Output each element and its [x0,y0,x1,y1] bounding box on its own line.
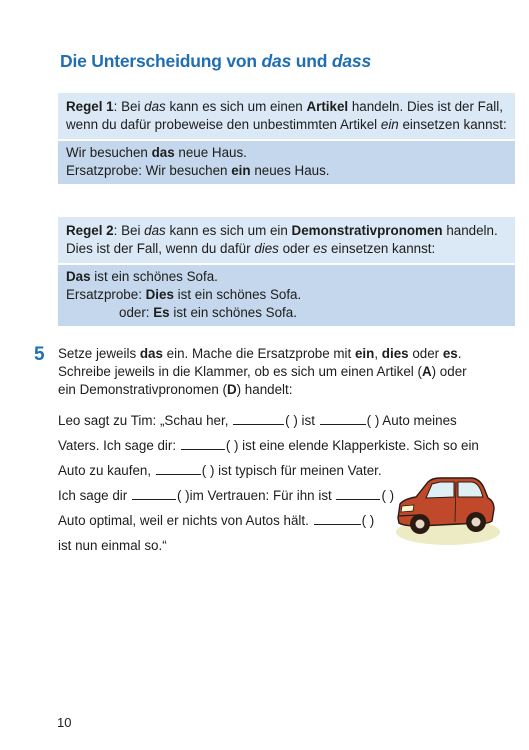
exercise-line-5 [58,512,374,530]
rule-es: es [313,241,328,256]
example-text: neues Haus. [250,163,330,178]
rule-text: handeln. Dies ist der Fall, wenn du dafür probeweise den unbestimmten Artikel [66,99,503,132]
example-text: Ersatzprobe: Wir besuchen [66,163,232,178]
task-bold: das [139,346,163,361]
title-das: das [261,51,292,71]
page-number: 10 [57,715,72,730]
answer-blank[interactable] [314,514,361,525]
exercise-line-4 [58,487,394,505]
rule-dies: dies [254,241,279,256]
example-bold: das [151,145,175,160]
example-text: oder: [119,305,154,320]
rule-das: das [144,223,166,238]
rule-ein: ein [380,117,399,132]
rule-das: das [144,99,166,114]
exercise-text: Leo sagt zu Tim: „Schau her, [58,413,233,428]
task-text: ein. Mache die Ersatzprobe mit [162,346,355,361]
task-text: Setze jeweils [58,346,140,361]
task-text: . Schreibe jeweils in die Klammer, ob es sich um einen Artikel ( [58,346,462,379]
task-text: ) oder ein Demonstrativpronomen ( [58,364,467,397]
rule-text: oder [278,241,314,256]
rule-text: kann es sich um einen [165,99,307,114]
rule-2-example-1 [66,268,509,286]
task-text: , [374,346,382,361]
answer-paren[interactable]: ( ) [176,488,190,503]
answer-blank[interactable] [336,489,380,500]
example-bold: Es [153,305,170,320]
answer-blank[interactable] [181,439,225,450]
task-text: oder [408,346,443,361]
answer-blank[interactable] [233,414,284,425]
exercise-line-6 [58,537,167,555]
exercise-text: ist eine elende Klapperkiste. Sich so ein [238,438,479,453]
task-bold: ein [354,346,375,361]
example-bold: Dies [145,287,174,302]
rule-term-artikel: Artikel [306,99,349,114]
title-text-2: und [291,51,332,71]
example-bold: ein [231,163,251,178]
exercise-text: Auto meines [379,413,457,428]
task-number: 5 [34,344,45,365]
answer-paren[interactable]: ( ) [366,413,380,428]
exercise-text: ist nun einmal so.“ [58,538,167,553]
answer-blank[interactable] [132,489,176,500]
exercise-line-2 [58,437,479,455]
exercise-text: Vaters. Ich sage dir: [58,438,180,453]
rule-1-example-2 [66,162,509,180]
rule-1-text [58,93,515,139]
answer-paren[interactable]: ( ) [381,488,395,503]
example-text: Ersatzprobe: [66,287,146,302]
exercise-text: Auto zu kaufen, [58,463,155,478]
rule-1-box [58,93,515,184]
rule-2-label: Regel 2 [66,223,114,238]
rule-text: einsetzen kannst: [327,241,436,256]
answer-paren[interactable]: ( ) [361,513,375,528]
exercise-text: im Vertrauen: Für ihn ist [189,488,336,503]
answer-paren[interactable]: ( ) [285,413,298,428]
exercise-line-1 [58,412,457,430]
page-title [60,51,371,72]
rule-2-example-3 [66,304,509,322]
title-text: Die Unterscheidung von [60,51,262,71]
exercise-line-3 [58,462,382,480]
example-text: ist ein schönes Sofa. [169,305,297,320]
answer-paren[interactable]: ( ) [201,463,215,478]
task-text: ) handelt: [236,382,293,397]
example-bold: Das [66,269,91,284]
rule-text: : Bei [113,99,145,114]
exercise-text: Ich sage dir [58,488,131,503]
rule-text: : Bei [113,223,145,238]
rule-1-example-1 [66,144,509,162]
task-bold: D [226,382,237,397]
rule-1-examples [58,139,515,184]
rule-text: kann es sich um ein [165,223,292,238]
example-text: ist ein schönes Sofa. [90,269,218,284]
exercise-text: ist [297,413,319,428]
task-bold: es [442,346,458,361]
task-instruction [58,345,478,399]
answer-blank[interactable] [156,464,201,475]
answer-blank[interactable] [320,414,366,425]
title-dass: dass [331,51,371,71]
exercise-text: ist typisch für meinen Vater. [214,463,382,478]
rule-2-example-2 [66,286,509,304]
exercise-text: Auto optimal, weil er nichts von Autos hält. [58,513,313,528]
example-text: ist ein schönes Sofa. [173,287,302,302]
task-bold: A [421,364,432,379]
rule-2-text [58,217,515,263]
example-text: Wir besuchen [66,145,152,160]
rule-2-box [58,217,515,326]
rule-term-demonstrativpronomen: Demonstrativpronomen [291,223,443,238]
answer-paren[interactable]: ( ) [225,438,239,453]
rule-text: einsetzen kannst: [398,117,507,132]
rule-1-label: Regel 1 [66,99,114,114]
example-text: neue Haus. [174,145,247,160]
rule-2-examples [58,263,515,326]
rule-text: handeln. Dies ist der Fall, wenn du dafür [66,223,498,256]
task-bold: dies [381,346,409,361]
car-illustration [388,466,500,546]
